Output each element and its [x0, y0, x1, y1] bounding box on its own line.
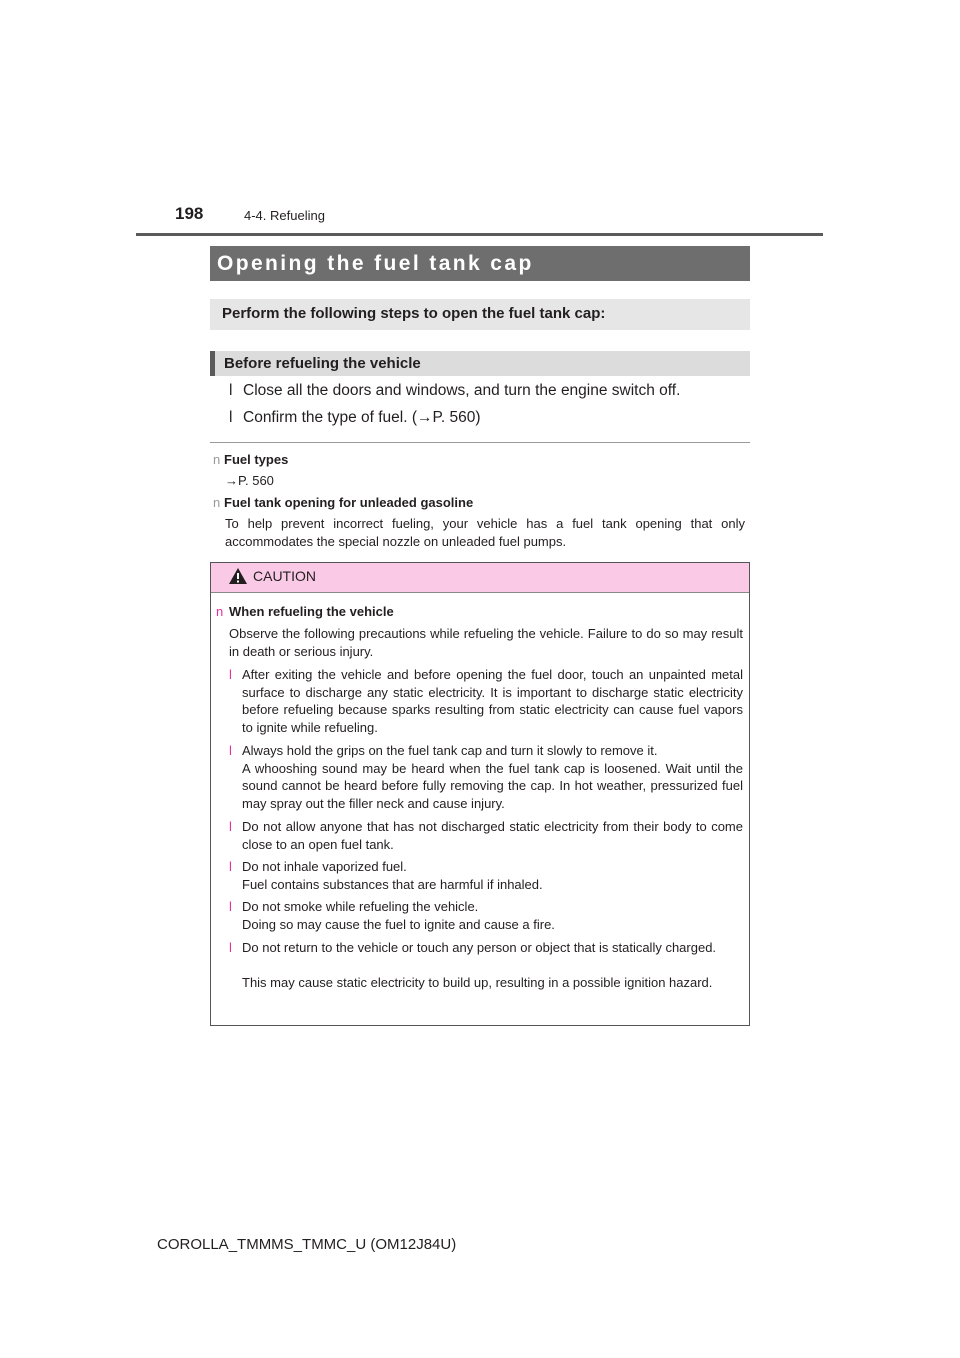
caution-item: Always hold the grips on the fuel tank cap and turn it slowly to remove it.	[242, 743, 658, 758]
caution-item: Do not inhale vaporized fuel.	[242, 859, 407, 874]
intro-text: Perform the following steps to open the fuel tank cap:	[210, 299, 750, 330]
warning-icon	[228, 567, 248, 585]
step-bullet: l	[229, 409, 233, 426]
step-text: Confirm the type of fuel. (→P. 560)	[243, 409, 481, 426]
caution-item: Do not return to the vehicle or touch any person or object that is statically charged.	[242, 940, 717, 955]
caution-item-detail: A whooshing sound may be heard when the fuel tank cap is loosened. Wait until the sound cannot be heard before fully removing the cap. In hot weather, pressurized fuel may spray out the filler neck and cause injury.	[242, 760, 743, 811]
caution-item-detail: Doing so may cause the fuel to ignite and cause a fire.	[242, 916, 555, 932]
note-heading: n Fuel types	[213, 452, 289, 467]
caution-bullet: l	[229, 940, 232, 955]
step-item	[229, 382, 680, 400]
note-marker: n	[213, 495, 221, 510]
section-divider	[210, 442, 750, 443]
note-marker: n	[213, 452, 221, 467]
caution-marker: n	[216, 604, 224, 619]
page-title: Opening the fuel tank cap	[210, 246, 750, 281]
step-item	[229, 409, 481, 427]
subheading: Before refueling the vehicle	[210, 351, 750, 376]
page-number: 198	[175, 204, 204, 223]
caution-item-detail: This may cause static electricity to build up, resulting in a possible ignition hazard.	[242, 975, 713, 990]
caution-bullet: l	[229, 899, 232, 914]
caution-intro: Observe the following precautions while refueling the vehicle. Failure to do so may result in death or serious injury.	[229, 626, 743, 659]
caution-item: Do not allow anyone that has not discharged static electricity from their body to come close to an open fuel tank.	[242, 819, 743, 852]
caution-item: Do not smoke while refueling the vehicle.	[242, 899, 479, 914]
section-title: 4-4. Refueling	[244, 208, 325, 223]
caution-item: After exiting the vehicle and before opening the fuel door, touch an unpainted metal surface to discharge any static electricity. It is important to discharge static electricity before refueling because sparks resulting from static electricity can cause fuel vapors to ignite while refueling.	[242, 667, 743, 735]
note-text: →P. 560	[225, 473, 274, 488]
caution-item-detail: Fuel contains substances that are harmful if inhaled.	[242, 876, 543, 892]
step-text: Close all the doors and windows, and turn the engine switch off.	[243, 382, 681, 399]
note-text: To help prevent incorrect fueling, your vehicle has a fuel tank opening that only accommodates the special nozzle on unleaded fuel pumps.	[225, 516, 745, 549]
page-footer: COROLLA_TMMMS_TMMC_U (OM12J84U)	[157, 1236, 457, 1253]
caution-bullet: l	[229, 859, 232, 874]
caution-bullet: l	[229, 667, 232, 682]
caution-heading: n When refueling the vehicle	[216, 604, 394, 619]
caution-bullet: l	[229, 819, 232, 834]
note-heading: n Fuel tank opening for unleaded gasoline	[213, 495, 474, 510]
header-rule	[136, 233, 823, 236]
caution-bullet: l	[229, 743, 232, 758]
caution-label: CAUTION	[253, 568, 316, 584]
step-bullet: l	[229, 382, 233, 399]
